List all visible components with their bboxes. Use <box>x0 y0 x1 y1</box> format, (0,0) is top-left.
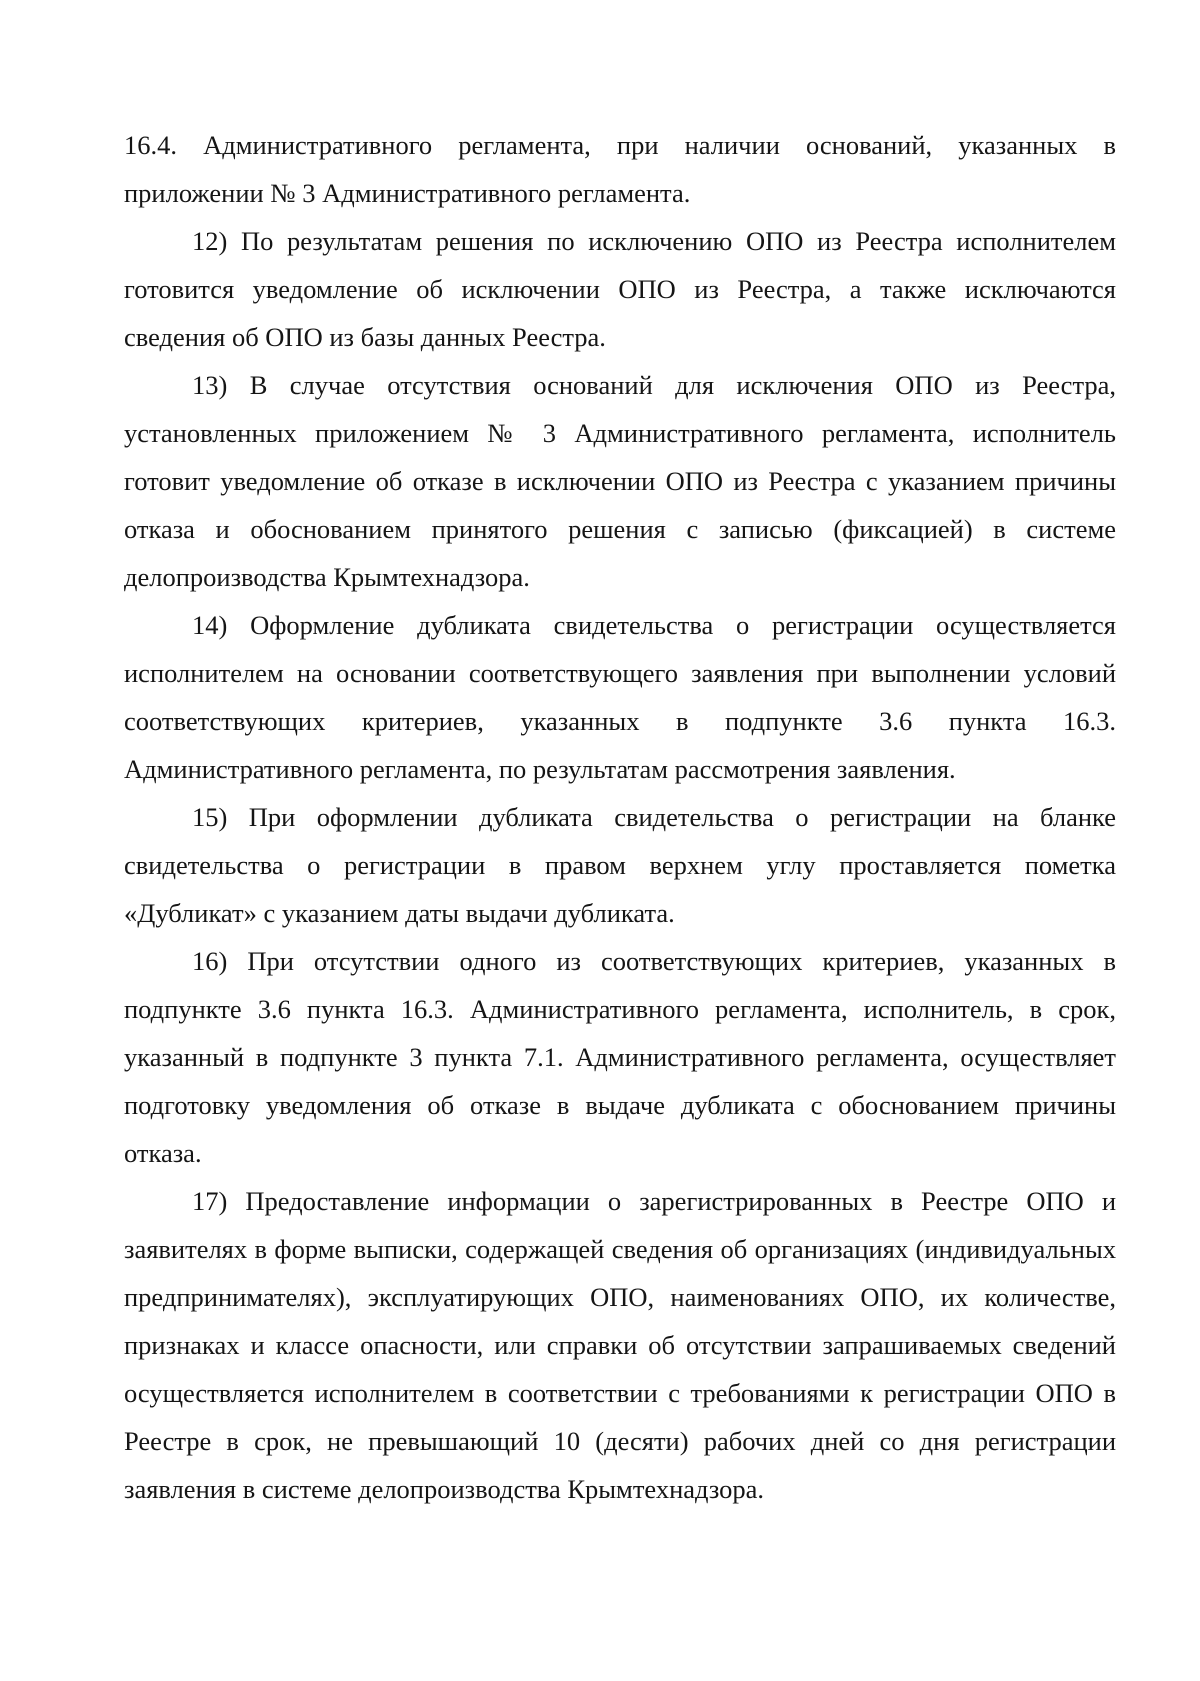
document-body <box>124 121 1116 1513</box>
paragraph-item-12: 12) По результатам решения по исключению ОПО из Реестра исполнителем готовится уведомление об исключении ОПО из Реестра, а также исключаются сведения об ОПО из базы данных Реестра. <box>124 226 1116 352</box>
paragraph-item-16: 16) При отсутствии одного из соответствующих критериев, указанных в подпункте 3.6 пункта 16.3. Административного регламента, исполнитель, в срок, указанный в подпункте 3 пункта 7.1. Административного регламента, осуществляет подготовку уведомления об отказе в выдаче дубликата с обоснованием причины отказа. <box>124 946 1116 1168</box>
paragraph-continuation: 16.4. Административного регламента, при наличии оснований, указанных в приложении № 3 Административного регламента. <box>124 130 1116 208</box>
paragraph-item-17: 17) Предоставление информации о зарегистрированных в Реестре ОПО и заявителях в форме выписки, содержащей сведения об организациях (индивидуальных предпринимателях), эксплуатирующих ОПО, наименованиях ОПО, их количестве, признаках и классе опасности, или справки об отсутствии запрашиваемых сведений осуществляется исполнителем в соответствии с требованиями к регистрации ОПО в Реестре в срок, не превышающий 10 (десяти) рабочих дней со дня регистрации заявления в системе делопроизводства Крымтехнадзора. <box>124 1186 1116 1504</box>
paragraph-item-14: 14) Оформление дубликата свидетельства о регистрации осуществляется исполнителем на основании соответствующего заявления при выполнении условий соответствующих критериев, указанных в подпункте 3.6 пункта 16.3. Административного регламента, по результатам рассмотрения заявления. <box>124 610 1116 784</box>
paragraph-item-13: 13) В случае отсутствия оснований для исключения ОПО из Реестра, установленных приложением № 3 Административного регламента, исполнитель готовит уведомление об отказе в исключении ОПО из Реестра с указанием причины отказа и обоснованием принятого решения с записью (фиксацией) в системе делопроизводства Крымтехнадзора. <box>124 370 1116 592</box>
paragraph-item-15: 15) При оформлении дубликата свидетельства о регистрации на бланке свидетельства о регистрации в правом верхнем углу проставляется пометка «Дубликат» с указанием даты выдачи дубликата. <box>124 802 1116 928</box>
